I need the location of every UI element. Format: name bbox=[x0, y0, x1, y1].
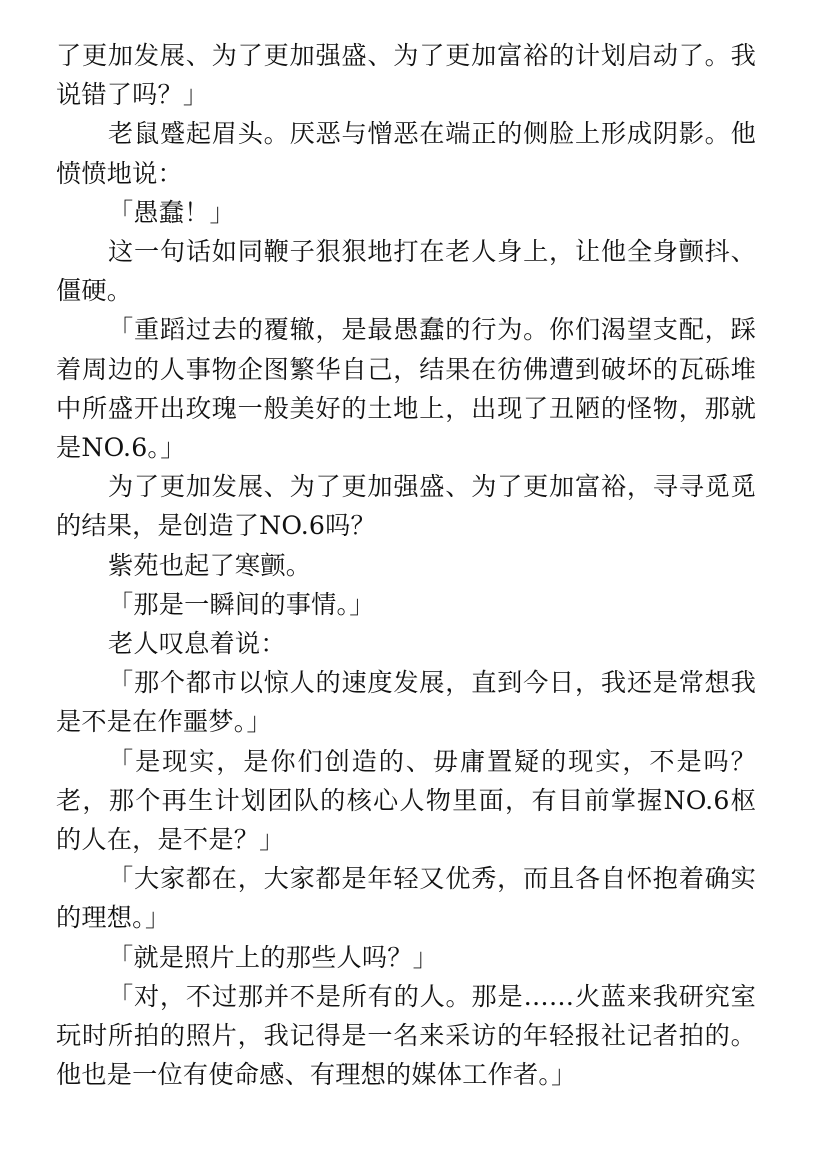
paragraph: 「是现实，是你们创造的、毋庸置疑的现实，不是吗？老，那个再生计划团队的核心人物里面，有目前掌握NO.6枢的人在，是不是？」 bbox=[56, 746, 756, 855]
paragraph: 「那个都市以惊人的速度发展，直到今日，我还是常想我是不是在作噩梦。」 bbox=[56, 668, 756, 737]
paragraph: 为了更加发展、为了更加强盛、为了更加富裕，寻寻觅觅的结果，是创造了NO.6吗？ bbox=[56, 472, 756, 541]
paragraph: 「对，不过那并不是所有的人。那是……火蓝来我研究室玩时所拍的照片，我记得是一名来采访的年轻报社记者拍的。他也是一位有使命感、有理想的媒体工作者。」 bbox=[56, 981, 756, 1090]
paragraph: 「重蹈过去的覆辙，是最愚蠢的行为。你们渴望支配，踩着周边的人事物企图繁华自己，结果在彷佛遭到破坏的瓦砾堆中所盛开出玫瑰一般美好的土地上，出现了丑陋的怪物，那就是NO.6。」 bbox=[56, 315, 756, 463]
paragraph: 了更加发展、为了更加强盛、为了更加富裕的计划启动了。我说错了吗？」 bbox=[56, 41, 756, 110]
paragraph: 「大家都在，大家都是年轻又优秀，而且各自怀抱着确实的理想。」 bbox=[56, 864, 756, 933]
paragraph: 老人叹息着说： bbox=[108, 629, 286, 659]
document-page bbox=[56, 36, 756, 1094]
paragraph: 老鼠蹙起眉头。厌恶与憎恶在端正的侧脸上形成阴影。他愤愤地说： bbox=[56, 119, 756, 188]
paragraph: 这一句话如同鞭子狠狠地打在老人身上，让他全身颤抖、僵硬。 bbox=[56, 237, 756, 306]
paragraph: 紫苑也起了寒颤。 bbox=[108, 550, 312, 580]
paragraph: 「那是一瞬间的事情。」 bbox=[108, 589, 375, 619]
paragraph: 「愚蠢！」 bbox=[108, 197, 235, 227]
paragraph: 「就是照片上的那些人吗？」 bbox=[108, 942, 439, 972]
